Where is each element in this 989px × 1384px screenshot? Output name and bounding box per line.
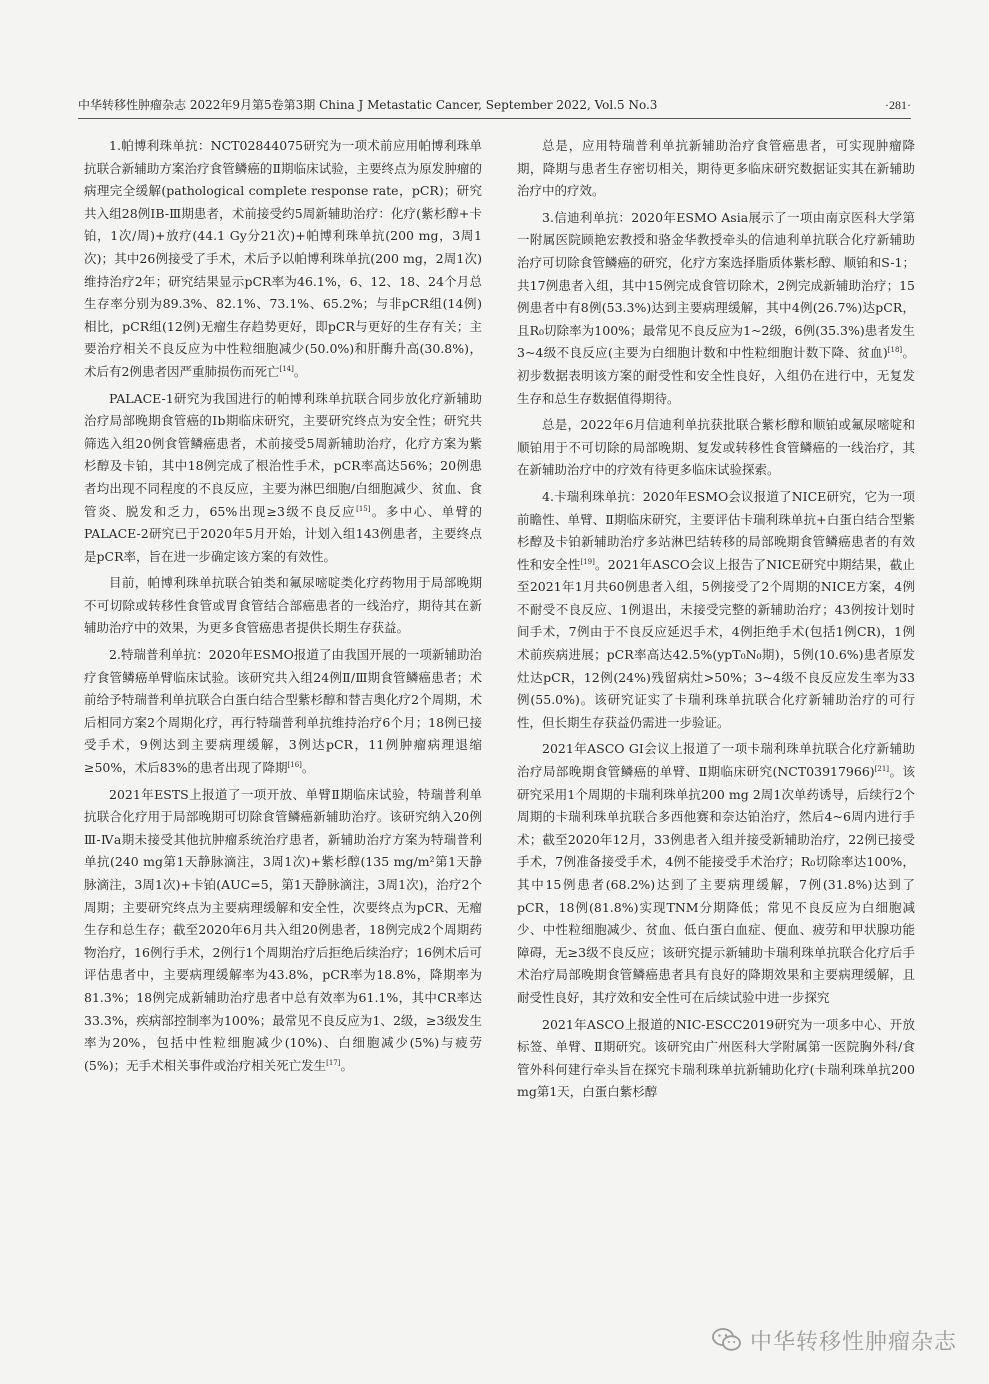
page-number: ·281· [885, 98, 911, 112]
right-column [517, 135, 915, 1108]
paragraph-pembrolizumab: 1.帕博利珠单抗：NCT02844075研究为一项术前应用帕博利珠单抗联合新辅助方案治疗食管鳞癌的Ⅱ期临床试验，主要终点为原发肿瘤的病理完全缓解(pathological complete response rate，pCR)；研究共入组28例ⅠB-Ⅲ期患者，术前接受约5周新辅助治疗：化疗(紫杉醇+卡铂，1次/周)+放疗(44.1 Gy分21次)+帕博利珠单抗(200 mg，3周1次)；其中26例接受了手术，术后予以帕博利珠单抗(200 mg，2周1次)维持治疗2年；研究结果显示pCR率为46.1%，6、12、18、24个月总生存率分别为89.3%、82.1%、73.1%、65.2%；与非pCR组(14例)相比，pCR组(12例)无瘤生存趋势更好，即pCR与更好的生存有关；主要治疗相关不良反应为中性粒细胞减少(50.0%)和肝酶升高(30.8%)，术后有2例患者因严重肺损伤而死亡[14]。 [84, 138, 482, 379]
paragraph-asco-gi-2021: 2021年ASCO GI会议上报道了一项卡瑞利珠单抗联合化疗新辅助治疗局部晚期食管鳞癌的单臂、Ⅱ期临床研究(NCT03917966)[21]。该研究采用1个周期的卡瑞利珠单抗200 mg 2周1次单药诱导，后续行2个周期的卡瑞利珠单抗联合多西他赛和奈达铂治疗，然后4~6周内进行手术；截至2020年12月，33例患者入组并接受新辅助治疗，22例已接受手术，7例准备接受手术，4例不能接受手术治疗；R₀切除率达100%，其中15例患者(68.2%)达到了主要病理缓解，7例(31.8%)达到了pCR，18例(81.8%)实现TNM分期降低；常见不良反应为白细胞减少、中性粒细胞减少、贫血、低白蛋白血症、便血、疲劳和甲状腺功能障碍，无≥3级不良反应；该研究提示新辅助卡瑞利珠单抗联合化疗后手术治疗局部晚期食管鳞癌患者具有良好的降期效果和主要病理缓解，且耐受性良好，其疗效和安全性可在后续试验中进一步探究 [517, 741, 915, 1005]
paragraph-toripalimab: 2.特瑞普利单抗：2020年ESMO报道了由我国开展的一项新辅助治疗食管鳞癌单臂临床试验。该研究共入组24例Ⅱ/Ⅲ期食管鳞癌患者；术前给予特瑞普利单抗联合白蛋白结合型紫杉醇和替吉奥化疗2个周期，术后相同方案2个周期化疗，再行特瑞普利单抗维持治疗6个月；18例已接受手术，9例达到主要病理缓解，3例达pCR，11例肿瘤病理退缩≥50%，术后83%的患者出现了降期[16]。 [84, 647, 482, 776]
paragraph-nic-escc2019: 2021年ASCO上报道的NIC-ESCC2019研究为一项多中心、开放标签、单臂、Ⅱ期研究。该研究由广州医科大学附属第一医院胸外科/食管外科何建行牵头旨在探究卡瑞利珠单抗新辅助化疗(卡瑞利珠单抗200 mg第1天，白蛋白紫杉醇 [517, 1016, 915, 1100]
left-column [84, 135, 482, 1081]
paragraph-camrelizumab: 4.卡瑞利珠单抗：2020年ESMO会议报道了NICE研究，它为一项前瞻性、单臂、Ⅱ期临床研究，主要评估卡瑞利珠单抗+白蛋白结合型紫杉醇及卡铂新辅助治疗多站淋巴结转移的局部晚期食管鳞癌患者的有效性和安全性[19]。2021年ASCO会议上报告了NICE研究中期结果，截止至2021年1月共60例患者入组，5例接受了2个周期的NICE方案，4例不耐受不良反应、1例退出，未接受完整的新辅助治疗；43例按计划时间手术，7例由于不良反应延迟手术，4例拒绝手术(包括1例CR)，1例术前疾病进展；pCR率高达42.5%(ypT₀N₀期)，5例(10.6%)患者原发灶达pCR，12例(24%)残留病灶>50%；3~4级不良反应发生率为33例(55.0%)。该研究证实了卡瑞利珠单抗联合化疗新辅助治疗的可行性，但长期生存获益仍需进一步验证。 [517, 488, 915, 730]
paragraph-palace1: PALACE-1研究为我国进行的帕博利珠单抗联合同步放化疗新辅助治疗局部晚期食管癌的Ⅰb期临床研究，主要研究终点为安全性；研究共筛选入组20例食管鳞癌患者，术前接受5周新辅助治疗，化疗方案为紫杉醇及卡铂，其中18例完成了根治性手术，pCR率高达56%；20例患者均出现不同程度的不良反应，主要为淋巴细胞/白细胞减少、贫血、食管炎、脱发和乏力，65%出现≥3级不良反应[15]。多中心、单臂的PALACE-2研究已于2020年5月开始，计划入组143例患者，主要终点是pCR率，旨在进一步确定该方案的有效性。 [84, 390, 482, 564]
journal-citation: 中华转移性肿瘤杂志 2022年9月第5卷第3期 China J Metastatic Cancer, September 2022, Vol.5 No.3 [78, 98, 658, 112]
running-header [78, 96, 911, 119]
paragraph-ests-2021: 2021年ESTS上报道了一项开放、单臂Ⅱ期临床试验，特瑞普利单抗联合化疗用于局部晚期可切除食管鳞癌新辅助治疗。该研究纳入20例Ⅲ-Ⅳa期未接受其他抗肿瘤系统治疗患者，新辅助治疗方案为特瑞普利单抗(240 mg第1天静脉滴注，3周1次)+紫杉醇(135 mg/m²第1天静脉滴注，3周1次)+卡铂(AUC=5，第1天静脉滴注，3周1次)，治疗2个周期；主要研究终点为主要病理缓解和安全性，次要终点为pCR、无瘤生存和总生存；截至2020年6月共入组20例患者，18例完成2个周期药物治疗，16例行手术，2例行1个周期治疗后拒绝后续治疗；16例术后可评估患者中，主要病理缓解率为43.8%，pCR率为18.8%，降期率为81.3%；18例完成新辅助治疗患者中总有效率为61.1%，其中CR率达33.3%，疾病部控制率为100%；最常见不良反应为1、2级，≥3级发生率为20%，包括中性粒细胞减少(10%)、白细胞减少(5%)与疲劳(5%)；无手术相关事件或治疗相关死亡发生[17]。 [84, 786, 482, 1073]
watermark-text: 中华转移性肿瘤杂志 [750, 1329, 958, 1355]
wechat-watermark [712, 1318, 957, 1362]
paragraph-sintilimab-summary: 总是，2022年6月信迪利单抗获批联合紫杉醇和顺铂或氟尿嘧啶和顺铂用于不可切除的局部晚期、复发或转移性食管鳞癌的一线治疗，其在新辅助治疗中的疗效有待更多临床试验探索。 [517, 417, 915, 478]
paragraph-toripalimab-summary: 总是，应用特瑞普利单抗新辅助治疗食管癌患者，可实现肿瘤降期，降期与患者生存密切相关，期待更多临床研究数据证实其在新辅助治疗中的疗效。 [517, 138, 915, 199]
paragraph-sintilimab: 3.信迪利单抗：2020年ESMO Asia展示了一项由南京医科大学第一附属医院顾艳宏教授和骆金华教授牵头的信迪利单抗联合化疗新辅助治疗可切除食管鳞癌的研究，化疗方案选择脂质体紫杉醇、顺铂和S-1；共17例患者入组，其中15例完成食管切除术，2例完成新辅助治疗；15例患者中有8例(53.3%)达到主要病理缓解，其中4例(26.7%)达pCR，且R₀切除率为100%；最常见不良反应为1~2级，6例(35.3%)患者发生3~4级不良反应(主要为白细胞计数和中性粒细胞计数下降、贫血)[18]。初步数据表明该方案的耐受性和安全性良好，入组仍在进行中，无复发生存和总生存数据值得期待。 [517, 209, 915, 406]
wechat-icon [712, 1327, 742, 1353]
paragraph-pembrolizumab-summary: 目前，帕博利珠单抗联合铂类和氟尿嘧啶类化疗药物用于局部晚期不可切除或转移性食管或胃食管结合部癌患者的一线治疗，期待其在新辅助治疗中的效果，为更多食管癌患者提供长期生存获益。 [84, 575, 482, 636]
